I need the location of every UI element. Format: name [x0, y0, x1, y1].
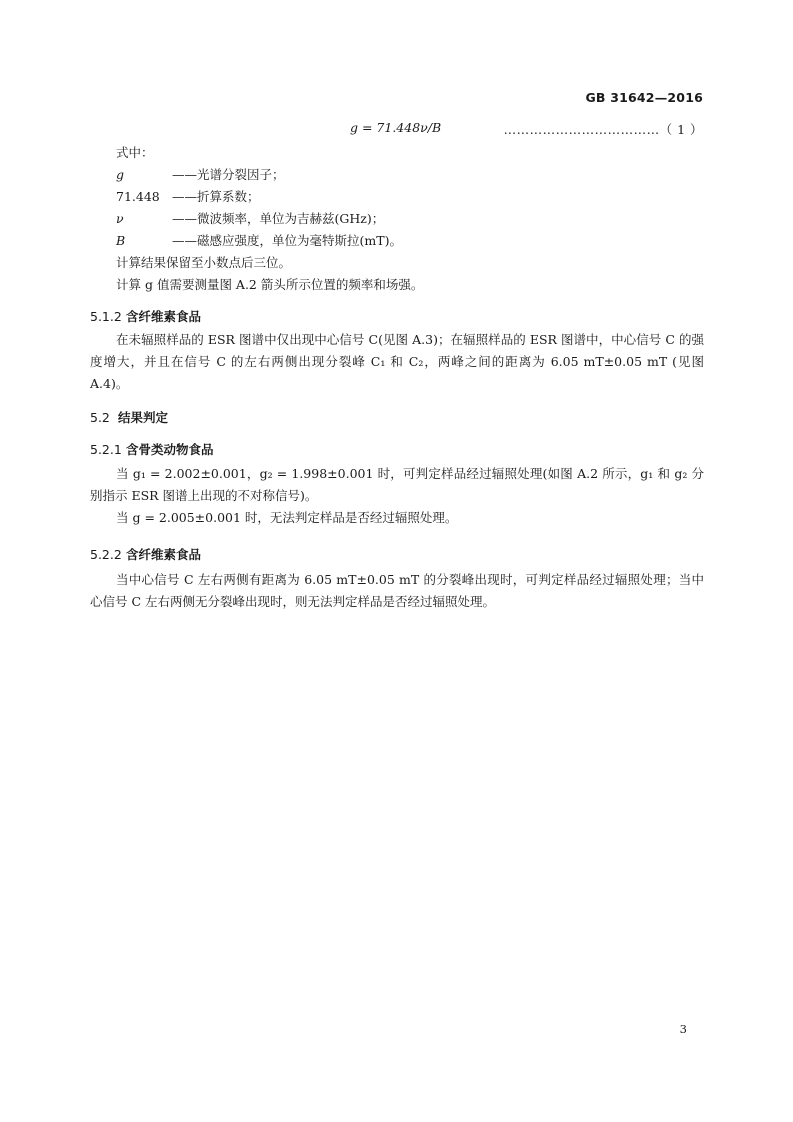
section-title: 含骨类动物食品 — [126, 442, 214, 457]
page-number: 3 — [679, 1022, 687, 1036]
term-description: ——光谱分裂因子； — [172, 167, 285, 182]
section-number: 5.2.2 — [90, 547, 122, 562]
calc-note-precision: 计算结果保留至小数点后三位。 — [116, 255, 292, 270]
where-label: 式中： — [116, 145, 154, 160]
section-number: 5.1.2 — [90, 309, 122, 324]
term-description: ——折算系数； — [172, 189, 260, 204]
term-symbol: g — [116, 167, 125, 182]
section-heading-5-2 — [90, 408, 168, 426]
term-description: ——微波频率，单位为吉赫兹(GHz)； — [172, 211, 385, 226]
where-term-g — [116, 165, 285, 183]
formula-number: ………………………………（ 1 ） — [503, 122, 703, 137]
section-heading-5-2-2 — [90, 545, 201, 563]
formula-expression: g = 71.448ν/B — [350, 120, 442, 135]
section-title: 含纤维素食品 — [126, 309, 202, 324]
calc-note-measure: 计算 g 值需要测量图 A.2 箭头所示位置的频率和场强。 — [116, 277, 424, 292]
where-term-b — [116, 231, 402, 249]
where-term-coefficient — [116, 187, 260, 205]
formula-row — [0, 120, 793, 140]
paragraph: 在未辐照样品的 ESR 图谱中仅出现中心信号 C(见图 A.3)；在辐照样品的 ESR 图谱中，中心信号 C 的强度增大，并且在信号 C 的左右两侧出现分裂峰 C₁ 和 C₂，两峰之间的距离为 6.05 mT±0.05 mT (见图 A.4)。 — [90, 332, 704, 391]
standard-code: GB 31642—2016 — [585, 90, 703, 105]
term-symbol: 71.448 — [116, 189, 160, 204]
paragraph: 当 g = 2.005±0.001 时，无法判定样品是否经过辐照处理。 — [116, 510, 458, 525]
paragraph: 当中心信号 C 左右两侧有距离为 6.05 mT±0.05 mT 的分裂峰出现时，可判定样品经过辐照处理；当中心信号 C 左右两侧无分裂峰出现时，则无法判定样品是否经过辐照处理。 — [90, 572, 704, 609]
section-title: 含纤维素食品 — [126, 547, 202, 562]
term-description: ——磁感应强度，单位为毫特斯拉(mT)。 — [172, 233, 402, 248]
where-term-nu — [116, 209, 384, 227]
section-heading-5-2-1 — [90, 440, 214, 458]
section-title: 结果判定 — [118, 410, 169, 425]
section-number: 5.2.1 — [90, 442, 122, 457]
term-symbol: ν — [116, 211, 124, 226]
paragraph: 当 g₁ = 2.002±0.001，g₂ = 1.998±0.001 时，可判定样品经过辐照处理(如图 A.2 所示，g₁ 和 g₂ 分别指示 ESR 图谱上出现的不对称信号)。 — [90, 466, 704, 503]
section-number: 5.2 — [90, 410, 110, 425]
term-symbol: B — [116, 233, 126, 248]
section-heading-5-1-2 — [90, 307, 201, 325]
